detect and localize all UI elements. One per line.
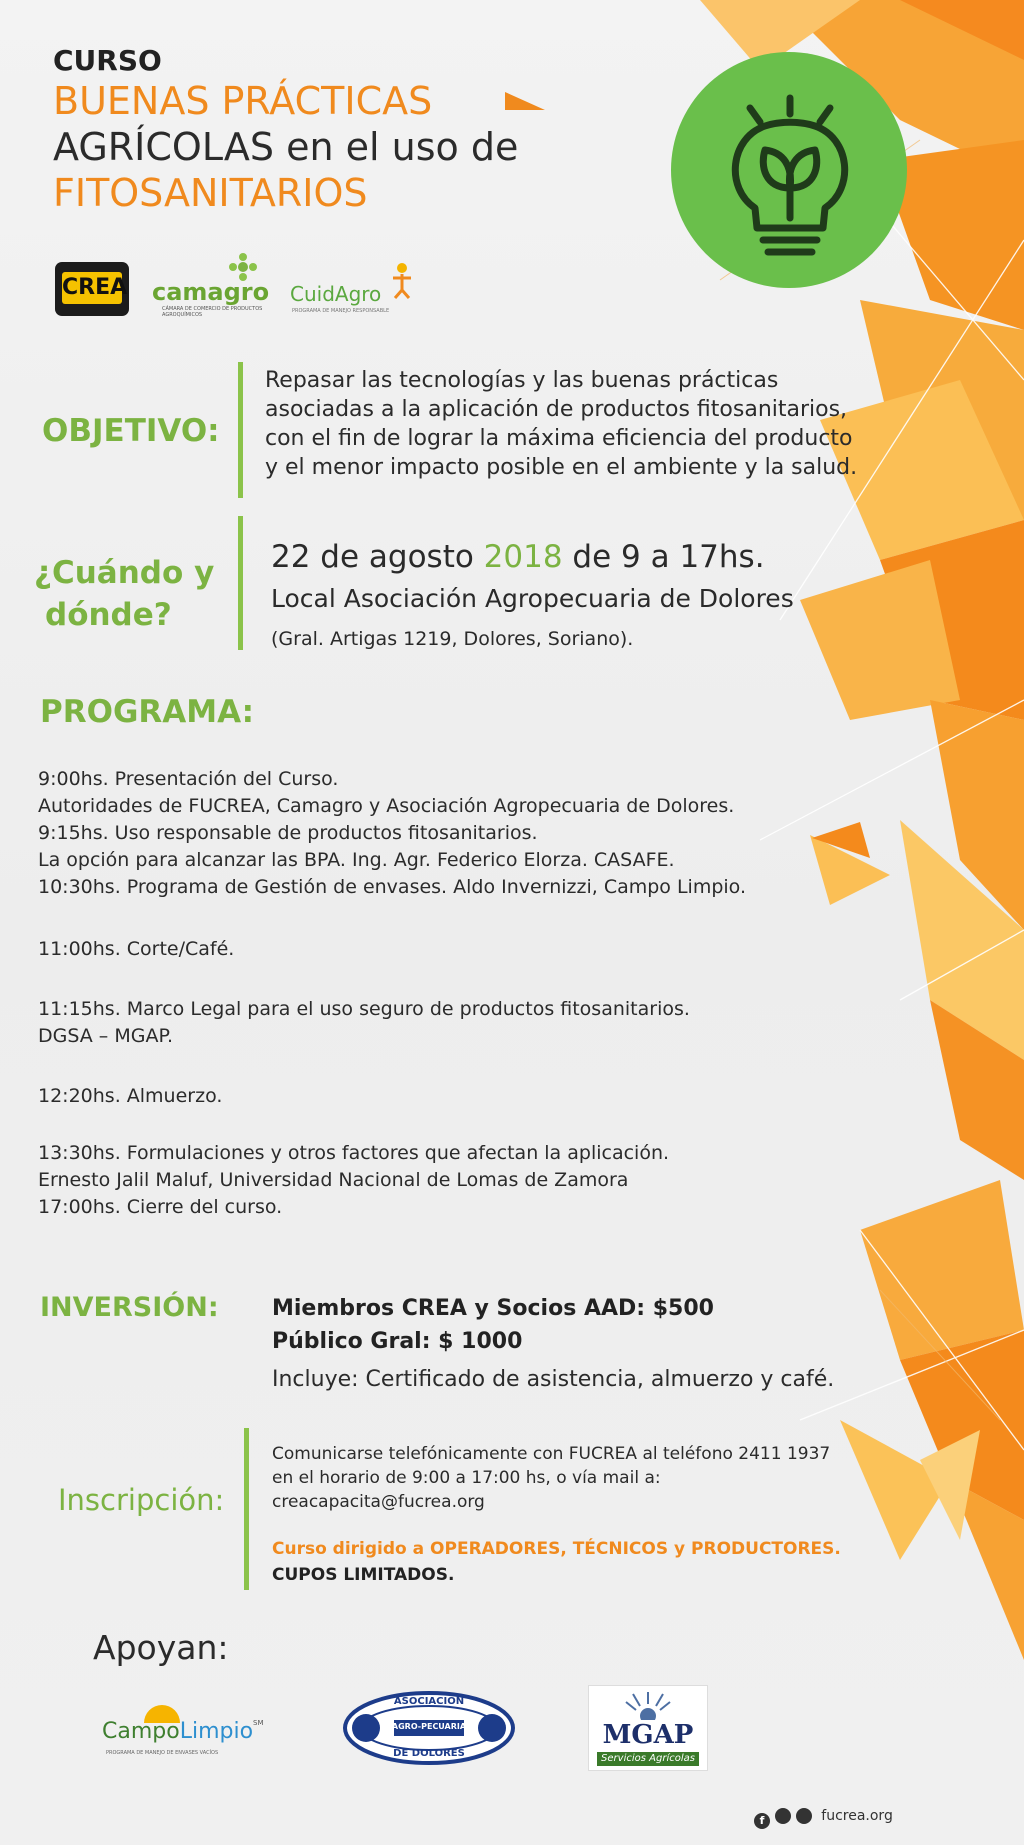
programa-block (38, 1083, 222, 1110)
price-public: Público Gral: $ 1000 (272, 1329, 523, 1354)
event-address: (Gral. Artigas 1219, Dolores, Soriano). (271, 628, 634, 650)
audience-note: Curso dirigido a OPERADORES, TÉCNICOS y PRODUCTORES. (272, 1539, 841, 1559)
objetivo-text (265, 366, 857, 482)
cuando-label-2: dónde? (45, 597, 172, 633)
campo-limpio-logo (102, 1705, 292, 1775)
date-hours: de 9 a 17hs. (562, 539, 765, 575)
price-members: Miembros CREA y Socios AAD: $500 (272, 1296, 714, 1321)
programa-line: 11:15hs. Marco Legal para el uso seguro de productos fitosanitarios. (38, 998, 690, 1020)
event-place: Local Asociación Agropecuaria de Dolores (271, 584, 794, 613)
programa-line: 9:00hs. Presentación del Curso. (38, 768, 339, 790)
programa-label: PROGRAMA: (40, 694, 255, 730)
mgap-sun-icon (623, 1690, 673, 1720)
objetivo-line: Repasar las tecnologías y las buenas prácticas (265, 368, 779, 393)
date-text: 22 de agosto (271, 539, 484, 575)
programa-block (38, 936, 234, 963)
programa-line: Autoridades de FUCREA, Camagro y Asociación Agropecuaria de Dolores. (38, 795, 735, 817)
programa-line: 11:00hs. Corte/Café. (38, 938, 235, 960)
programa-block (38, 766, 746, 901)
youtube-icon[interactable] (796, 1808, 812, 1824)
inscripcion-divider (244, 1428, 249, 1590)
programa-line: 17:00hs. Cierre del curso. (38, 1196, 283, 1218)
programa-line: 9:15hs. Uso responsable de productos fitosanitarios. (38, 822, 538, 844)
asociacion-agropecuaria-logo (342, 1690, 516, 1766)
cuidagro-figure-icon (390, 260, 414, 300)
mgap-subtitle: Servicios Agrícolas (597, 1752, 699, 1766)
title-line-1: BUENAS PRÁCTICAS (53, 79, 433, 123)
crea-logo-text: CREA (62, 272, 122, 304)
programa-line: DGSA – MGAP. (38, 1025, 173, 1047)
inscripcion-contact (272, 1442, 830, 1514)
objetivo-line: con el fin de lograr la máxima eficiencia del producto (265, 426, 853, 451)
objetivo-line: asociadas a la aplicación de productos fitosanitarios, (265, 397, 848, 422)
programa-line: La opción para alcanzar las BPA. Ing. Agr. Federico Elorza. CASAFE. (38, 849, 675, 871)
title-line-2: AGRÍCOLAS en el uso de (53, 125, 519, 169)
campo-limpio-word-1: Campo (102, 1719, 180, 1744)
crea-logo (55, 262, 129, 316)
camagro-logo (152, 252, 282, 318)
mgap-name: MGAP (602, 1720, 694, 1750)
programa-block (38, 1140, 669, 1221)
objetivo-divider (238, 362, 243, 498)
programa-block (38, 996, 690, 1050)
inversion-label: INVERSIÓN: (40, 1292, 219, 1323)
campo-limpio-word-2: Limpio (179, 1719, 254, 1744)
contact-email[interactable]: creacapacita@fucrea.org (272, 1492, 485, 1512)
asociacion-mid-text: AGRO-PECUARIA (391, 1722, 467, 1731)
lightbulb-leaf-icon (705, 88, 875, 268)
apoyan-label: Apoyan: (93, 1628, 229, 1667)
programa-line: 12:20hs. Almuerzo. (38, 1085, 223, 1107)
price-includes: Incluye: Certificado de asistencia, almuerzo y café. (272, 1367, 835, 1392)
cuidagro-name: CuidAgro (290, 282, 382, 306)
asociacion-top-text: ASOCIACIÓN (393, 1696, 465, 1707)
title-line-3: FITOSANITARIOS (53, 171, 368, 215)
cuidagro-logo (290, 260, 420, 320)
cuando-divider (238, 516, 243, 650)
website-link[interactable]: fucrea.org (821, 1808, 893, 1824)
camagro-name: camagro (152, 278, 270, 306)
programa-line: 10:30hs. Programa de Gestión de envases. Aldo Invernizzi, Campo Limpio. (38, 876, 747, 898)
event-date (271, 539, 765, 575)
contact-line: en el horario de 9:00 a 17:00 hs, o vía mail a: (272, 1468, 661, 1488)
campo-limpio-name (102, 1719, 264, 1744)
campo-limpio-sm: SM (253, 1719, 264, 1727)
inscripcion-label: Inscripción: (58, 1483, 225, 1517)
programa-line: 13:30hs. Formulaciones y otros factores que afectan la aplicación. (38, 1142, 670, 1164)
twitter-icon[interactable] (775, 1808, 791, 1824)
objetivo-label: OBJETIVO: (42, 413, 220, 449)
campo-limpio-subtitle: PROGRAMA DE MANEJO DE ENVASES VACÍOS (106, 1750, 219, 1756)
cuidagro-subtitle: PROGRAMA DE MANEJO RESPONSABLE (292, 308, 390, 314)
mgap-logo (588, 1685, 708, 1771)
camagro-subtitle: CÁMARA DE COMERCIO DE PRODUCTOS AGROQUÍMICOS (162, 306, 263, 318)
contact-line: Comunicarse telefónicamente con FUCREA al teléfono 2411 1937 (272, 1444, 831, 1464)
social-links (754, 1808, 893, 1826)
objetivo-line: y el menor impacto posible en el ambiente y la salud. (265, 455, 858, 480)
programa-line: Ernesto Jalil Maluf, Universidad Nacional de Lomas de Zamora (38, 1169, 629, 1191)
facebook-icon[interactable]: f (754, 1813, 770, 1829)
cuando-label-1: ¿Cuándo y (34, 555, 215, 591)
date-year: 2018 (483, 539, 563, 575)
limited-seats-note: CUPOS LIMITADOS. (272, 1565, 455, 1585)
course-kicker: CURSO (53, 44, 162, 77)
asociacion-bottom-text: DE DOLORES (393, 1748, 465, 1759)
